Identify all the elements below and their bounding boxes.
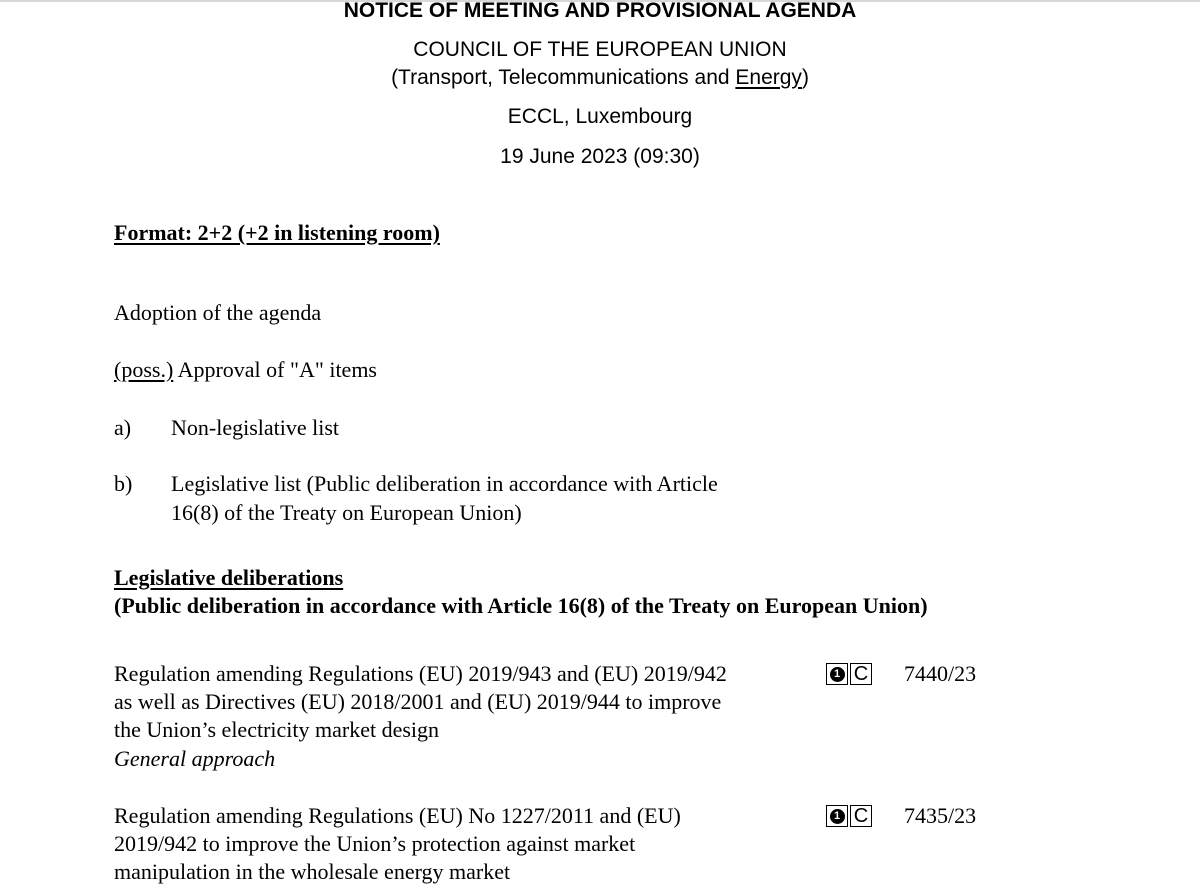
c-marker-icon: [850, 663, 872, 685]
entry-1-status: General approach: [114, 746, 276, 771]
entry-2-badge-letter: C: [853, 805, 869, 827]
meeting-date: 19 June 2023 (09:30): [500, 145, 700, 168]
section-title: Legislative deliberations: [114, 565, 344, 590]
list-item-non-legislative: Non-legislative list: [171, 415, 340, 440]
entry-1-line-3: the Union’s electricity market design: [114, 717, 440, 742]
entry-2-line-2: 2019/942 to improve the Union’s protection against market: [114, 831, 636, 856]
entry-1-line-2: as well as Directives (EU) 2018/2001 and (EU) 2019/944 to improve: [114, 689, 722, 714]
approval-text: Approval of "A" items: [173, 357, 377, 382]
entry-1-badge-letter: C: [853, 663, 869, 685]
approval-poss: (poss.): [114, 357, 174, 382]
agenda-adoption: Adoption of the agenda: [114, 300, 322, 325]
council-configuration: [0, 65, 1200, 91]
list-marker-b: b): [114, 471, 133, 496]
configuration-energy-link[interactable]: Energy: [735, 66, 802, 89]
public-deliberation-icon: [826, 663, 848, 685]
council-name: COUNCIL OF THE EUROPEAN UNION: [413, 38, 787, 61]
entry-2-doc-number: 7435/23: [904, 803, 977, 828]
entry-2-badge: [826, 805, 872, 829]
configuration-suffix: ): [801, 66, 809, 89]
entry-1-badge: [826, 663, 872, 687]
entry-1-doc-number: 7440/23: [904, 661, 977, 686]
format-line: Format: 2+2 (+2 in listening room): [114, 220, 440, 245]
list-item-legislative-line2: 16(8) of the Treaty on European Union): [171, 500, 522, 525]
section-subtitle: (Public deliberation in accordance with Article 16(8) of the Treaty on European Union): [114, 593, 928, 618]
configuration-prefix: (Transport, Telecommunications and: [391, 66, 736, 89]
meeting-venue: ECCL, Luxembourg: [507, 105, 693, 128]
entry-2-line-1: Regulation amending Regulations (EU) No 1227/2011 and (EU): [114, 803, 681, 828]
entry-2-line-3: manipulation in the wholesale energy market: [114, 859, 511, 884]
entry-1-badge-number: 1: [830, 667, 845, 682]
list-marker-a: a): [114, 415, 132, 440]
list-item-legislative-line1: Legislative list (Public deliberation in accordance with Article: [171, 471, 718, 496]
entry-2-badge-number: 1: [830, 809, 845, 824]
notice-title: NOTICE OF MEETING AND PROVISIONAL AGENDA: [343, 0, 857, 22]
agenda-approval: [114, 356, 377, 384]
entry-1-line-1: Regulation amending Regulations (EU) 2019/943 and (EU) 2019/942: [114, 661, 727, 686]
c-marker-icon: [850, 805, 872, 827]
public-deliberation-icon: [826, 805, 848, 827]
